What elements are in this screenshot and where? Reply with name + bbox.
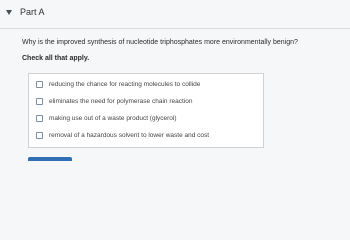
section-divider bbox=[0, 28, 350, 29]
option-eliminate-pcr[interactable] bbox=[36, 96, 192, 107]
caret-down-icon[interactable] bbox=[6, 10, 12, 15]
checkbox[interactable] bbox=[36, 81, 43, 88]
question-text: Why is the improved synthesis of nucleotide triphosphates more environmentally benign? bbox=[22, 39, 298, 46]
submit-button[interactable] bbox=[28, 157, 72, 161]
checkbox[interactable] bbox=[36, 98, 43, 105]
answer-options bbox=[28, 73, 264, 148]
checkbox[interactable] bbox=[36, 132, 43, 139]
option-label[interactable]: removal of a hazardous solvent to lower waste and cost bbox=[49, 131, 210, 139]
option-waste-glycerol[interactable] bbox=[36, 113, 177, 124]
checkbox[interactable] bbox=[36, 115, 43, 122]
option-remove-solvent[interactable] bbox=[36, 130, 209, 141]
part-title: Part A bbox=[20, 7, 45, 17]
option-label[interactable]: reducing the chance for reacting molecules to collide bbox=[49, 80, 201, 88]
option-label[interactable]: eliminates the need for polymerase chain reaction bbox=[49, 97, 193, 105]
part-header[interactable] bbox=[0, 0, 350, 30]
option-reduce-collision[interactable] bbox=[36, 79, 200, 90]
option-label[interactable]: making use out of a waste product (glycerol) bbox=[49, 114, 177, 122]
instruction-text: Check all that apply. bbox=[22, 55, 90, 62]
